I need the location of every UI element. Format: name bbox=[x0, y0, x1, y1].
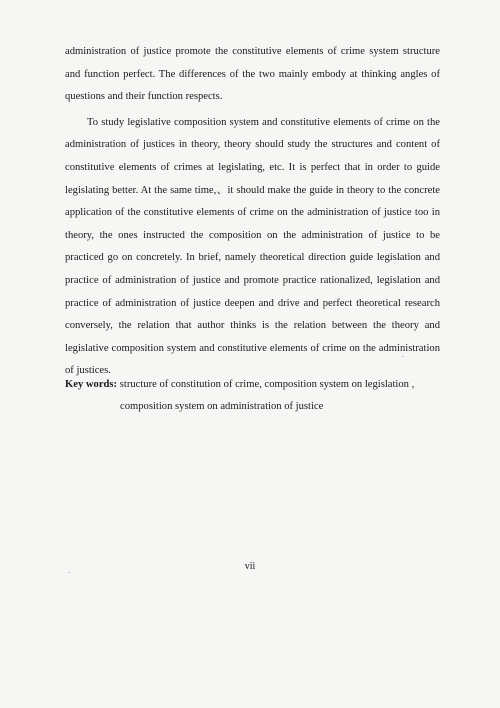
keywords-section bbox=[65, 374, 445, 418]
keywords-line-1: structure of constitution of crime, composition system on legislation , bbox=[119, 379, 415, 390]
scan-speck bbox=[68, 572, 70, 573]
keywords-label: Key words: bbox=[65, 379, 118, 390]
keywords-line-2: composition system on administration of justice bbox=[120, 401, 324, 412]
scan-speck bbox=[402, 356, 404, 357]
page-number: vii bbox=[244, 561, 256, 572]
paragraph-continuation: administration of justice promote the constitutive elements of crime system structure and function perfect. The differences of the two mainly embody at thinking angles of questions and their function respects. bbox=[65, 46, 440, 103]
paragraph-main: To study legislative composition system and constitutive elements of crime on the administration of justices in theory, theory should study the structures and content of constitutive elements of crimes at legislating, etc. It is perfect that in order to guide legislating better. At the same time,、it should make the guide in theory to the concrete application of the constitutive elements of crime on the administration of justice too in theory, the ones instructed the composition on the administration of justice to be practiced go on concretely. In brief, namely theoretical direction guide legislation and practice of administration of justice and promote practice rationalized, legislation and practice of administration of justice deepen and drive and perfect theoretical research conversely, the relation that author thinks is the relation between the theory and legislative composition system and constitutive elements of crime on the administration of justices. bbox=[65, 116, 440, 377]
abstract-body bbox=[65, 41, 440, 383]
